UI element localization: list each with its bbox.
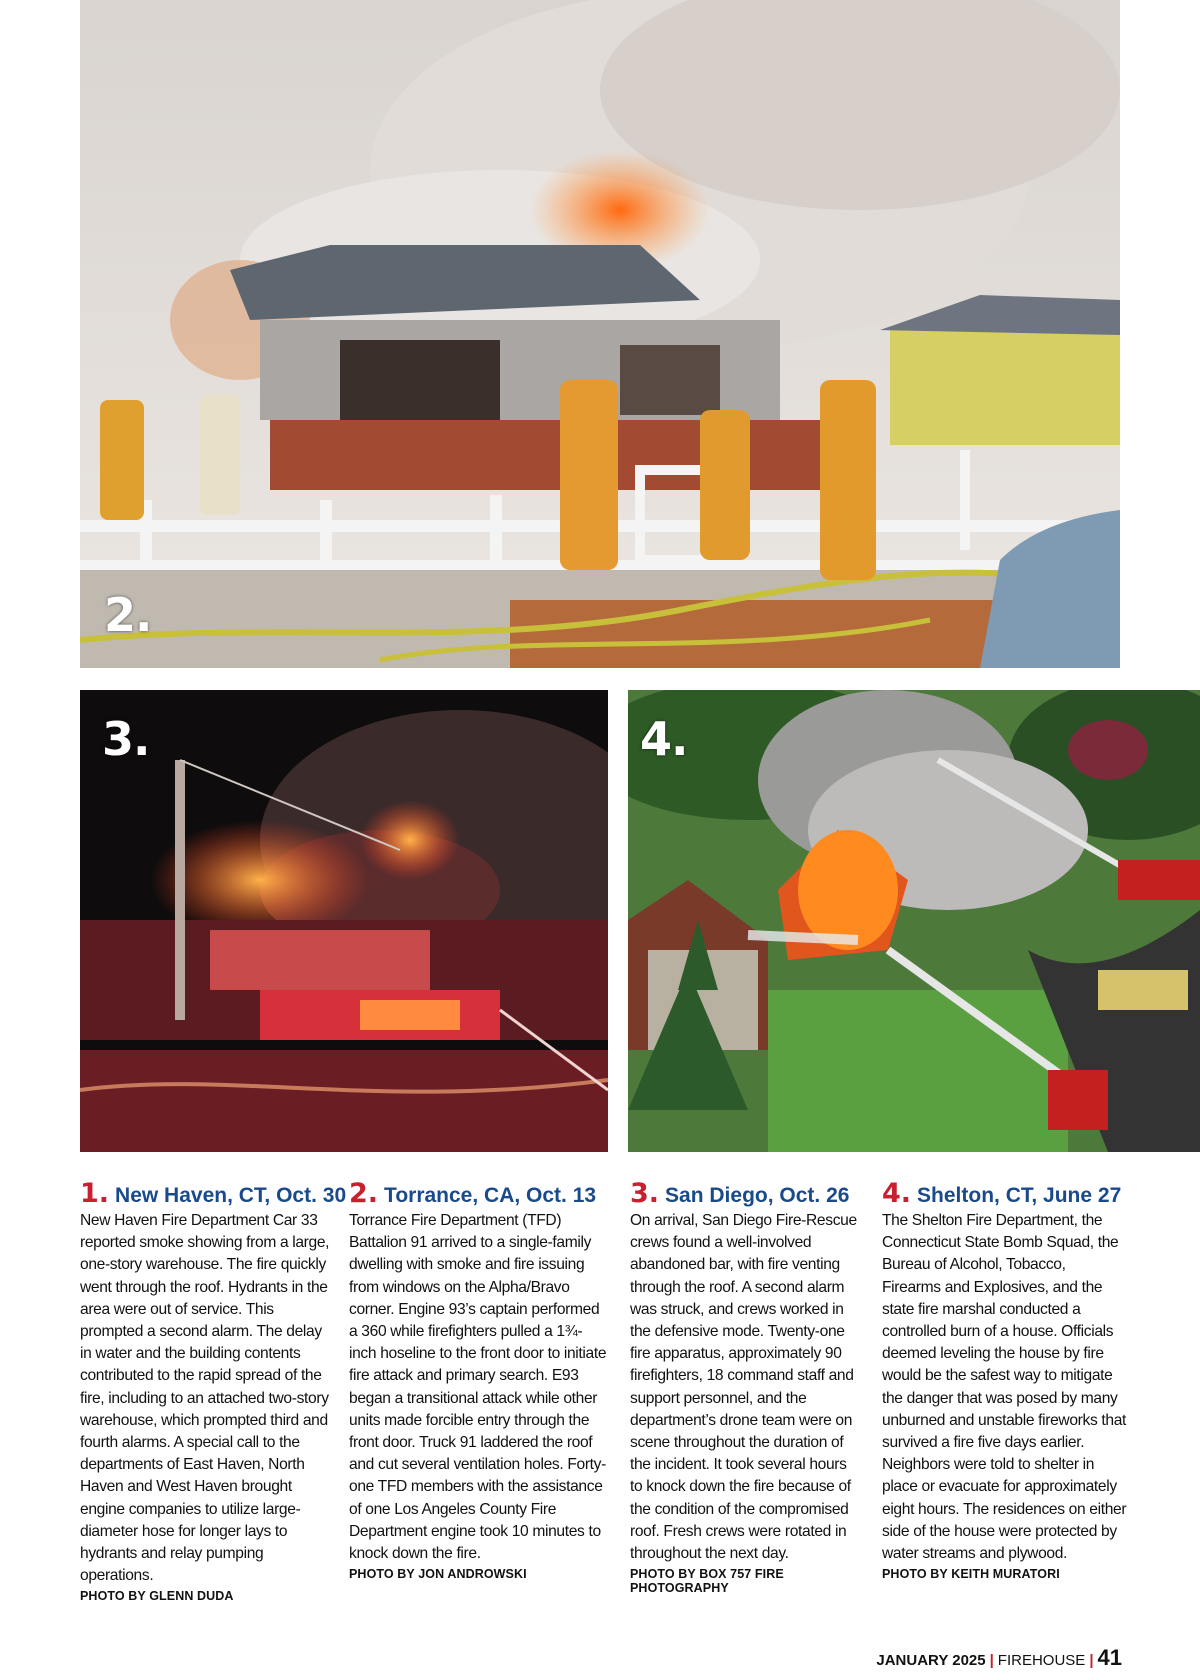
article-number: 2.	[349, 1178, 379, 1209]
article-location: Torrance, CA, Oct. 13	[384, 1184, 597, 1207]
article-body: On arrival, San Diego Fire-Rescue crews found a well-involved abandoned bar, with fire venting through the roof. A second alarm was struck, and crews worked in the defensive mode. Twenty-one fire apparatus, approximately 90 firefighters, 18 command staff and support personnel, and the department’s drone team were on scene throughout the duration of the incident. It took several hours to knock down the fire because of the condition of the compromised roof. Fresh crews were rotated in throughout the next day.	[630, 1212, 857, 1563]
issue-date: JANUARY 2025	[876, 1652, 986, 1669]
article-body: Torrance Fire Department (TFD) Battalion 91 arrived to a single-family dwelling with smoke and fire issuing from windows on the Alpha/Bravo corner. Engine 93’s captain performed a 360 while firefighters pulled a 1¾-inch hoseline to the front door to initiate fire attack and primary search. E93 began a transitional attack while other units made forcible entry through the front door. Truck 91 laddered the roof and cut several ventilation holes. Forty-one TFD members with the assistance of one Los Angeles County Fire Department engine took 10 minutes to knock down the fire.	[349, 1212, 607, 1563]
article-number: 1.	[80, 1178, 110, 1209]
photo-credit: PHOTO BY JON ANDROWSKI	[349, 1567, 527, 1582]
magazine-name: FIREHOUSE	[997, 1652, 1086, 1669]
photo-credit: PHOTO BY GLENN DUDA	[80, 1589, 234, 1604]
house-fire-scene	[80, 0, 1120, 668]
article-location: San Diego, Oct. 26	[665, 1184, 850, 1207]
article-number: 3.	[630, 1178, 660, 1209]
footer-separator: |	[989, 1652, 994, 1669]
photo-number-4: 4.	[640, 712, 688, 766]
article-heading	[882, 1178, 1127, 1209]
photo-credit: PHOTO BY KEITH MURATORI	[882, 1567, 1060, 1582]
article-location: Shelton, CT, June 27	[917, 1184, 1122, 1207]
article-heading	[630, 1178, 860, 1209]
photo-credit: PHOTO BY BOX 757 FIRE PHOTOGRAPHY	[630, 1567, 784, 1596]
night-fire-scene	[80, 690, 608, 1152]
photo-number-3: 3.	[102, 712, 150, 766]
page-number: 41	[1097, 1645, 1122, 1670]
photo-torrance-house-fire	[80, 0, 1120, 668]
aerial-burn-scene	[628, 690, 1200, 1152]
photo-number-2: 2.	[104, 588, 152, 642]
footer-separator: |	[1089, 1652, 1094, 1669]
article-body: The Shelton Fire Department, the Connecticut State Bomb Squad, the Bureau of Alcohol, Tobacco, Firearms and Explosives, and the state fire marshal conducted a controlled burn of a house. Officials deemed leveling the house by fire would be the safest way to mitigate the danger that was posed by many unburned and unstable fireworks that survived a fire five days earlier. Neighbors were told to shelter in place or evacuate for approximately eight hours. The residences on either side of the house were protected by water streams and plywood.	[882, 1212, 1127, 1563]
article-san-diego	[630, 1178, 860, 1596]
article-shelton	[882, 1178, 1127, 1582]
photo-san-diego-night-fire	[80, 690, 608, 1152]
article-torrance	[349, 1178, 609, 1582]
photo-shelton-aerial-burn	[628, 690, 1200, 1152]
article-new-haven	[80, 1178, 347, 1604]
article-number: 4.	[882, 1178, 912, 1209]
page-footer	[876, 1645, 1122, 1671]
article-body: New Haven Fire Department Car 33 reported smoke showing from a large, one-story warehouse. The fire quickly went through the roof. Hydrants in the area were out of service. This prompted a second alarm. The delay in water and the building contents contributed to the rapid spread of the fire, including to an attached two-story warehouse, which prompted third and fourth alarms. A special call to the departments of East Haven, North Haven and West Haven brought engine companies to utilize large-diameter hose for longer lays to hydrants and relay pumping operations.	[80, 1212, 330, 1585]
article-heading	[80, 1178, 347, 1209]
article-heading	[349, 1178, 609, 1209]
article-location: New Haven, CT, Oct. 30	[115, 1184, 347, 1207]
